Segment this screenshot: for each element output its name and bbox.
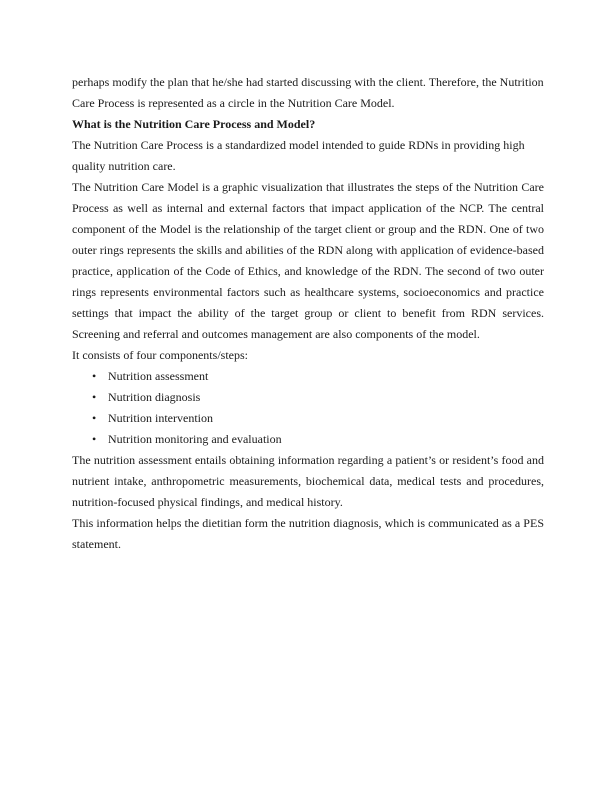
paragraph-continuation: perhaps modify the plan that he/she had started discussing with the client. Therefore, the Nutrition Care Process is represented as a circle in the Nutrition Care Model. [72, 75, 544, 110]
bullet-icon: • [92, 411, 97, 425]
bullet-icon: • [92, 369, 97, 383]
list-item [72, 366, 544, 387]
list-item [72, 408, 544, 429]
list-item-label: Nutrition intervention [108, 411, 213, 425]
paragraph-ncm-description: The Nutrition Care Model is a graphic visualization that illustrates the steps of the Nutrition Care Process as well as internal and external factors that impact application of the NCP. The central component of the Model is the relationship of the target client or group and the RDN. One of two outer rings represents the skills and abilities of the RDN along with application of evidence-based practice, application of the Code of Ethics, and knowledge of the RDN. The second of two outer rings represents environmental factors such as healthcare systems, socioeconomics and practice settings that impact the ability of the target group or client to benefit from RDN services. Screening and referral and outcomes management are also components of the model. [72, 180, 544, 341]
paragraph-pes: This information helps the dietitian form the nutrition diagnosis, which is communicated as a PES statement. [72, 516, 544, 551]
section-heading: What is the Nutrition Care Process and Model? [72, 117, 316, 131]
paragraph-ncp-definition: The Nutrition Care Process is a standardized model intended to guide RDNs in providing high quality nutrition care. [72, 138, 525, 173]
list-item-label: Nutrition assessment [108, 369, 209, 383]
paragraph-components-intro: It consists of four components/steps: [72, 348, 248, 362]
list-item-label: Nutrition diagnosis [108, 390, 201, 404]
list-item [72, 429, 544, 450]
bullet-icon: • [92, 432, 97, 446]
bullet-icon: • [92, 390, 97, 404]
list-item-label: Nutrition monitoring and evaluation [108, 432, 282, 446]
components-list [72, 366, 544, 450]
paragraph-assessment: The nutrition assessment entails obtaining information regarding a patient’s or resident’s food and nutrient intake, anthropometric measurements, biochemical data, medical tests and procedures, nutrition-focused physical findings, and medical history. [72, 453, 544, 509]
list-item [72, 387, 544, 408]
